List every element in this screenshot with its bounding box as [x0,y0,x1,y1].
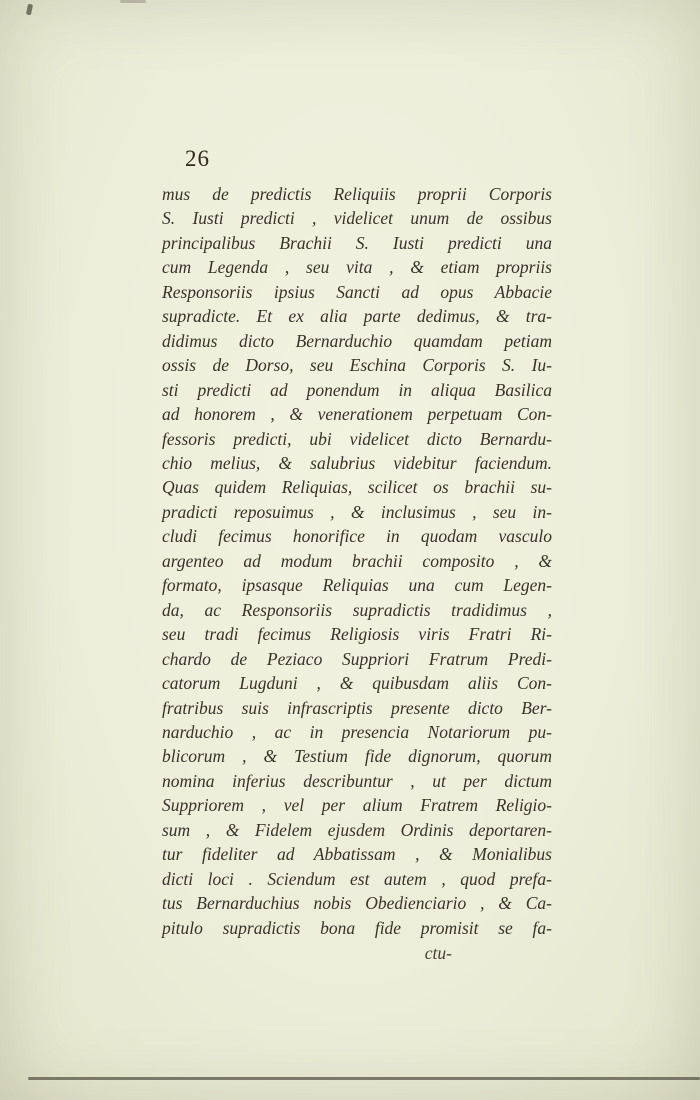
text-line: blicorum , & Testium fide dignorum, quorum [162,746,552,767]
text-line: fratribus suis infrascriptis presente dicto Ber- [162,697,552,718]
text-line: seu tradi fecimus Religiosis viris Fratri Ri- [162,624,552,645]
text-line: argenteo ad modum brachii composito , & [162,550,552,571]
text-line: Responsoriis ipsius Sancti ad opus Abbacie [162,281,552,302]
scan-page-edge [28,1077,700,1080]
text-line: dicti loci . Sciendum est autem , quod prefa- [162,868,552,889]
text-line: Quas quidem Reliquias, scilicet os brachii su- [162,477,552,498]
page-number: 26 [185,146,210,171]
text-line: cum Legenda , seu vita , & etiam propriis [162,257,552,278]
ink-speck [26,4,33,16]
text-line: sum , & Fidelem ejusdem Ordinis deportaren- [162,819,552,840]
text-block [162,182,552,966]
text-line: pradicti reposuimus , & inclusimus , seu in- [162,501,552,522]
text-line: principalibus Brachii S. Iusti predicti una [162,232,552,253]
text-line: chio melius, & salubrius videbitur faciendum. [162,452,552,473]
text-line: pitulo supradictis bona fide promisit se fa- [162,917,552,938]
text-line: ossis de Dorso, seu Eschina Corporis S. Iu- [162,355,552,376]
text-line: chardo de Peziaco Suppriori Fratrum Predi- [162,648,552,669]
scan-artifact [120,0,146,3]
text-line: ad honorem , & venerationem perpetuam Con- [162,404,552,425]
text-line: Suppriorem , vel per alium Fratrem Religio- [162,795,552,816]
text-line: catorum Lugduni , & quibusdam aliis Con- [162,673,552,694]
text-line: sti predicti ad ponendum in aliqua Basilica [162,379,552,400]
text-line: S. Iusti predicti , videlicet unum de ossibus [162,208,552,229]
text-line: cludi fecimus honorifice in quodam vasculo [162,526,552,547]
text-line: tus Bernarduchius nobis Obedienciario , & Ca- [162,893,552,914]
text-line: didimus dicto Bernarduchio quamdam petiam [162,330,552,351]
catchword: ctu- [424,943,452,964]
text-line: mus de predictis Reliquiis proprii Corporis [162,184,552,204]
text-line: supradicte. Et ex alia parte dedimus, & tra- [162,306,552,327]
text-line: nomina inferius describuntur , ut per dictum [162,770,552,791]
text-line: formato, ipsasque Reliquias una cum Legen- [162,575,552,596]
text-line: da, ac Responsoriis supradictis tradidimus , [162,599,552,620]
text-line: narduchio , ac in presencia Notariorum pu- [162,721,552,742]
text-line: tur fideliter ad Abbatissam , & Monialibus [162,844,552,865]
text-line: fessoris predicti, ubi videlicet dicto Bernardu- [162,428,552,449]
